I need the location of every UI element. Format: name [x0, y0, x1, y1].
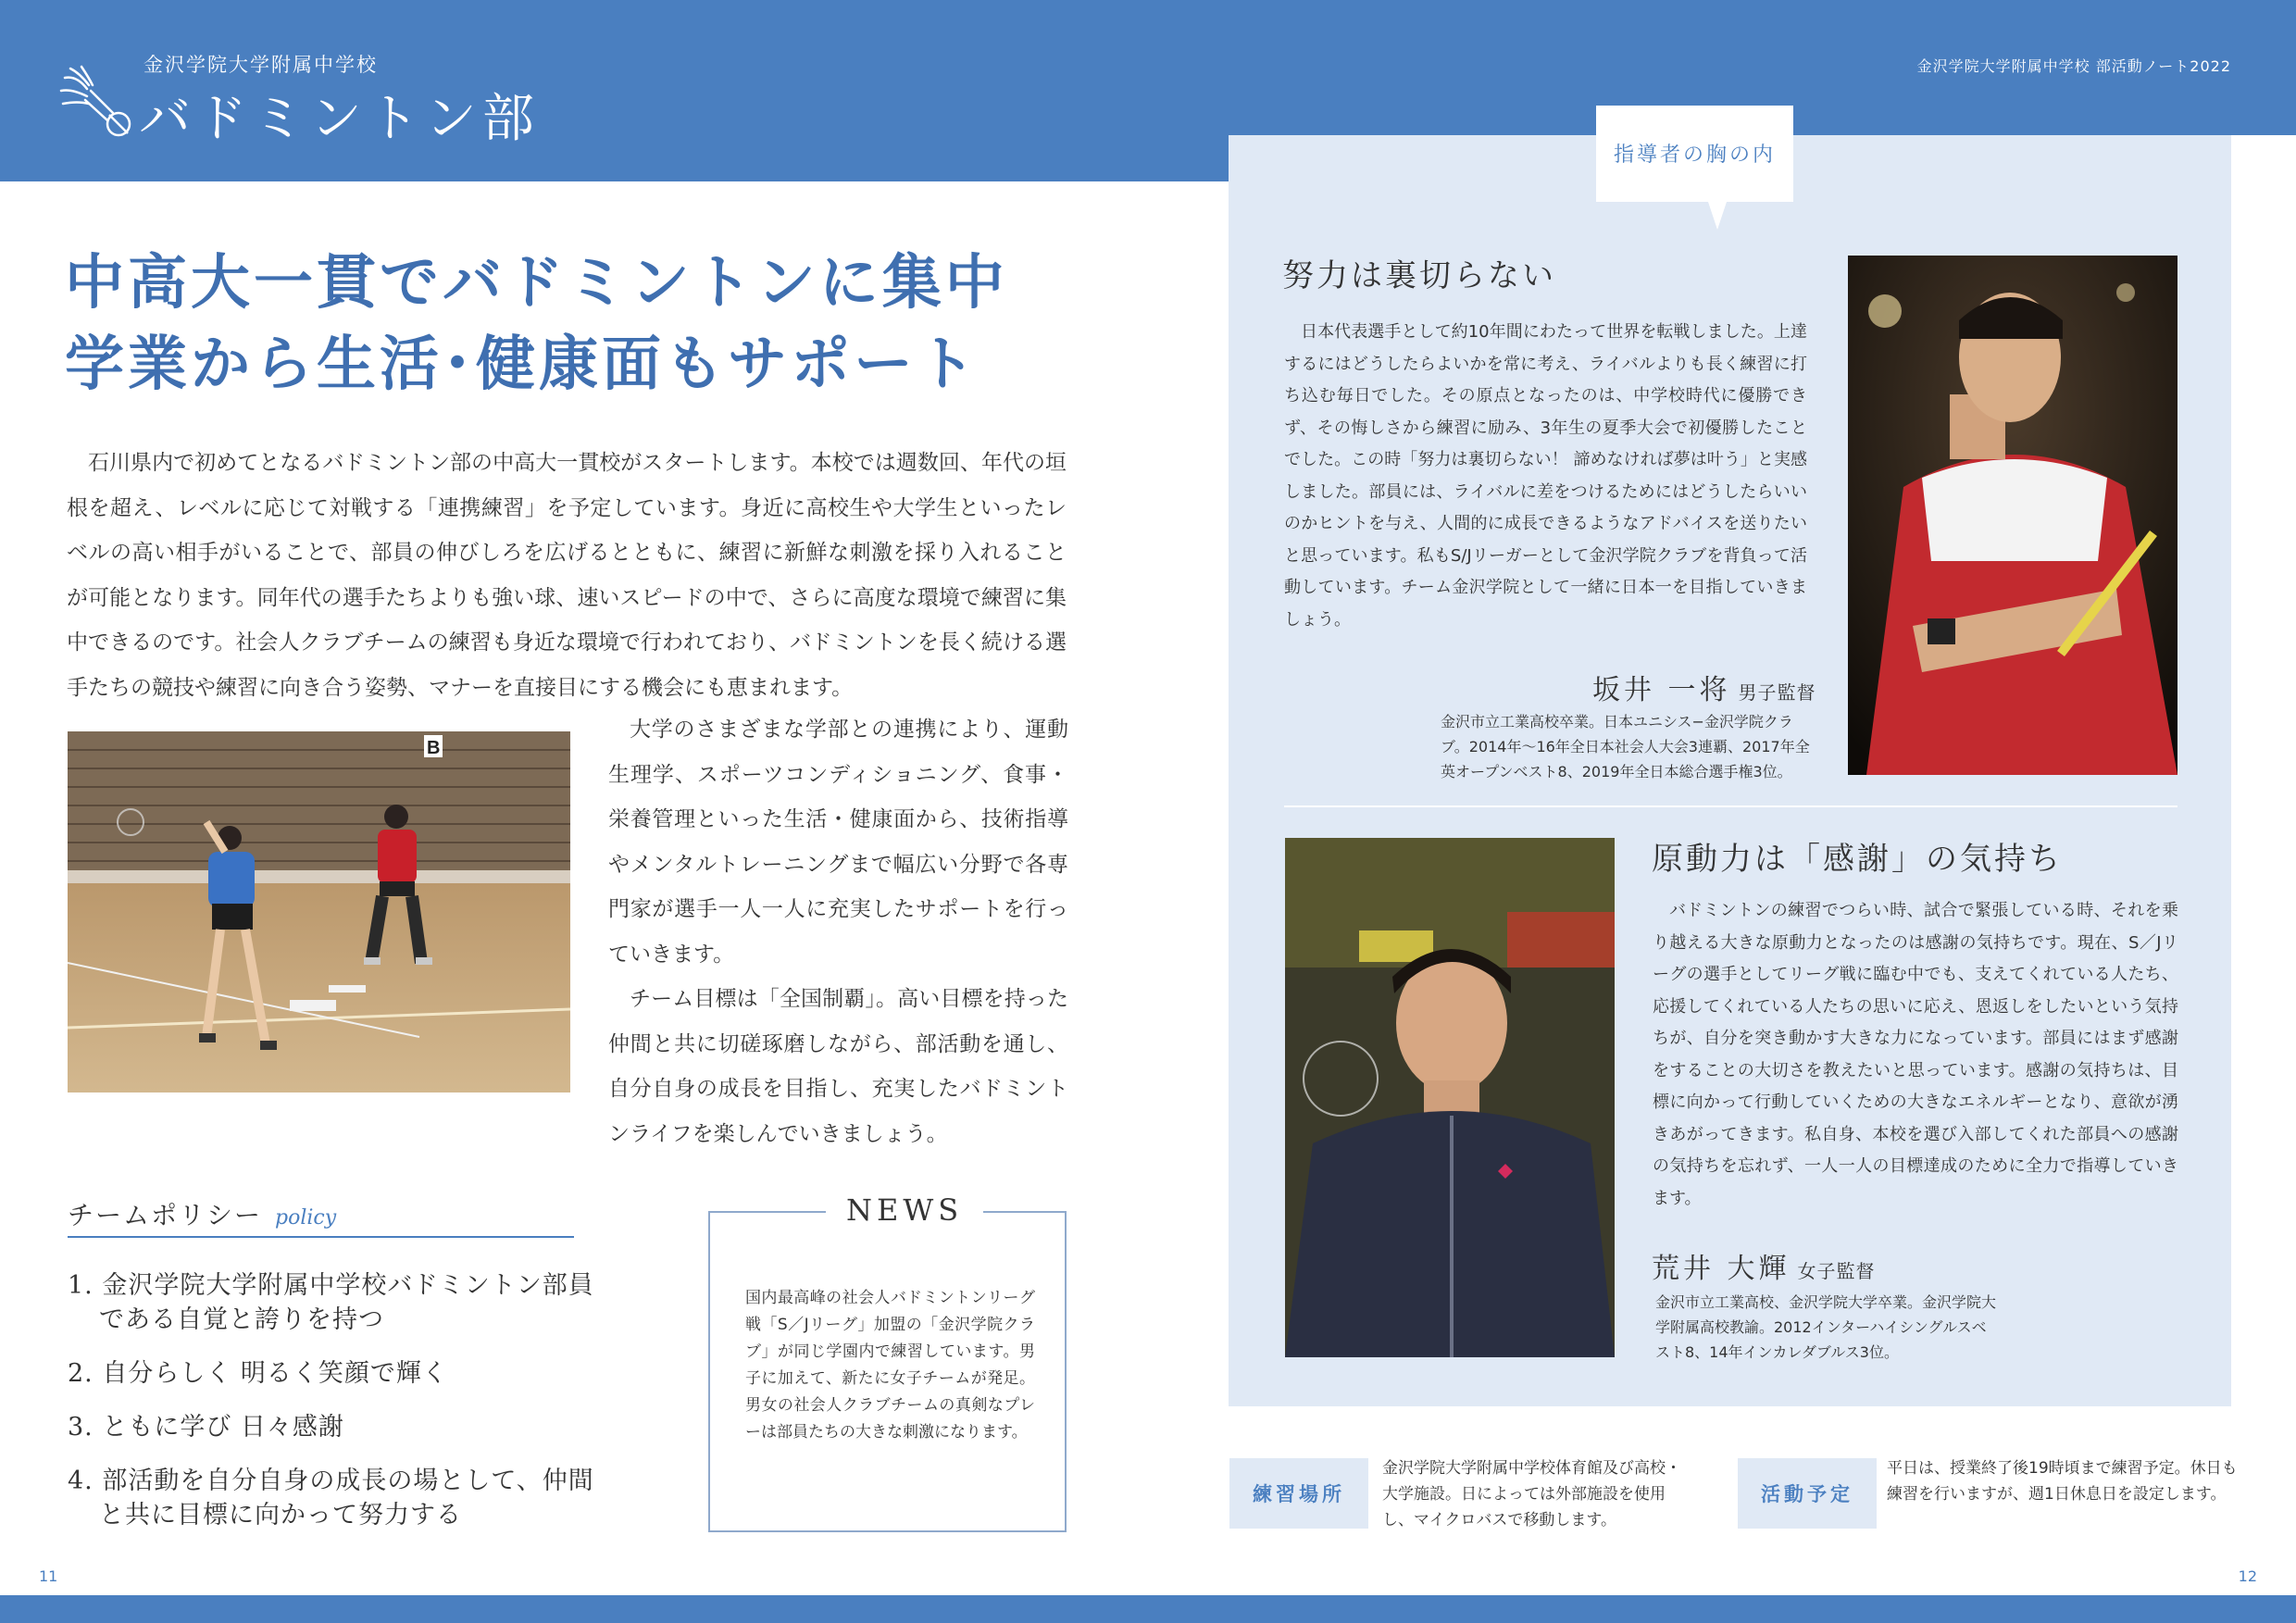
headline-line1: 中高大一貫でバドミントンに集中: [65, 248, 1008, 318]
headline-line2: 学業から生活･健康面もサポート: [65, 330, 980, 399]
mentor2-nameline: [1652, 1245, 1876, 1286]
school-name: 金沢学院大学附属中学校: [144, 54, 378, 76]
mentor1-role: 男子監督: [1738, 681, 1816, 704]
mentor1-bio: 金沢市立工業高校卒業。日本ユニシス−金沢学院クラブ。2014年〜16年全日本社会人大会3連覇、2017年全英オープンベスト8、2019年全日本総合選手権3位。: [1441, 713, 1810, 780]
mentor-tab-pointer: [1708, 202, 1727, 230]
news-body: 国内最高峰の社会人バドミントンリーグ戦「S／Jリーグ」加盟の「金沢学院クラブ」が同じ学園内で練習しています。男子に加えて、新たに女子チームが発足。男女の社会人クラブチームの真剣なプレーは部員たちの大きな刺激になります。: [745, 1289, 1035, 1442]
shuttlecock-icon: [57, 65, 141, 139]
schedule-label: 活動予定: [1738, 1458, 1877, 1529]
schedule-text: 平日は、授業終了後19時頃まで練習予定。休日も練習を行いますが、週1日休息日を設定します。: [1887, 1459, 2238, 1504]
policy-heading: [68, 1195, 336, 1232]
page-number-right: 12: [2238, 1567, 2257, 1585]
footer-bar: [0, 1595, 2296, 1623]
policy-item: 3. ともに学び 日々感謝: [68, 1413, 344, 1442]
policy-title: チームポリシー: [68, 1200, 263, 1230]
practice-location-label: 練習場所: [1229, 1458, 1368, 1529]
mentor-tab-label: 指導者の胸の内: [1613, 144, 1776, 167]
policy-item: 4. 部活動を自分自身の成長の場として、仲間と共に目標に向かって努力する: [68, 1467, 594, 1529]
page-number-left: 11: [39, 1567, 58, 1585]
news-title: NEWS: [826, 1192, 983, 1228]
mentor2-name: 荒井 大輝: [1652, 1253, 1791, 1285]
club-title: バドミントン部: [139, 89, 540, 149]
detail-paragraph-2: チーム目標は「全国制覇」。高い目標を持った仲間と共に切磋琢磨しながら、部活動を通し、自分自身の成長を目指し、充実したバドミントンライフを楽しんでいきましょう。: [608, 987, 1069, 1146]
svg-text:B: B: [427, 738, 441, 758]
mentor1-name: 坂井 一将: [1592, 674, 1731, 706]
policy-item: 1. 金沢学院大学附属中学校バドミントン部員である自覚と誇りを持つ: [68, 1271, 594, 1334]
mentor2-role: 女子監督: [1797, 1260, 1876, 1282]
detail-column: [608, 707, 1068, 1156]
mentor1-heading: 努力は裏切らない: [1282, 257, 1556, 294]
mentor1-nameline: [1592, 667, 1816, 707]
policy-rule: [68, 1236, 574, 1238]
mentor-divider: [1284, 805, 2177, 807]
mentor1-body: 日本代表選手として約10年間にわたって世界を転戦しました。上達するにはどうしたらよいかを常に考え、ライバルよりも長く練習に打ち込む毎日でした。その原点となったのは、中学校時代に優勝できず、その悔しさから練習に励み、3年生の夏季大会で初優勝したことでした。この時「努力は裏切らない！ 諦めなければ夢は叶う」と実感しました。部員には、ライバルに差をつけるためにはどうしたらいいのかヒントを与え、人間的に成長できるようなアドバイスを送りたいと思っています。私もS/Jリーガーとして金沢学院クラブを背負って活動しています。チーム金沢学院として一緒に日本一を目指していきましょう。: [1284, 322, 1807, 630]
intro-paragraph: 石川県内で初めてとなるバドミントン部の中高大一貫校がスタートします。本校では週数回、年代の垣根を超え、レベルに応じて対戦する「連携練習」を予定しています。身近に高校生や大学生といったレベルの高い相手がいることで、部員の伸びしろを広げるとともに、練習に新鮮な刺激を採り入れることが可能となります。同年代の選手たちよりも強い球、速いスピードの中で、さらに高度な環境で練習に集中できるのです。社会人クラブチームの練習も身近な環境で行われており、バドミントンを長く続ける選手たちの競技や練習に向き合う姿勢、マナーを直接目にする機会にも恵まれます。: [67, 451, 1067, 700]
detail-paragraph-1: 大学のさまざまな学部との連携により、運動生理学、スポーツコンディショニング、食事・栄養管理といった生活・健康面から、技術指導やメンタルトレーニングまで幅広い分野で各専門家が選手一人一人に充実したサポートを行っていきます。: [608, 718, 1068, 967]
mentor2-photo: [1285, 838, 1615, 1357]
headline: [65, 243, 1008, 406]
mentor2-body: バドミントンの練習でつらい時、試合で緊張している時、それを乗り越える大きな原動力となったのは感謝の気持ちです。現在、S／Jリーグの選手としてリーグ戦に臨む中でも、支えてくれている人たち、応援してくれている人たちの思いに応え、恩返しをしたいという気持ちが、自分を突き動かす大きな力になっています。部員にはまず感謝をすることの大切さを教えたいと思っています。感謝の気持ちは、目標に向かって行動していくための大きなエネルギーとなり、意欲が湧きあがってきます。私自身、本校を選び入部してくれた部員への感謝の気持ちを忘れず、一人一人の目標達成のために全力で指導していきます。: [1653, 901, 2178, 1208]
policy-list: [68, 1268, 605, 1552]
mentor2-bio: 金沢市立工業高校、金沢学院大学卒業。金沢学院大学附属高校教諭。2012インターハイシングルスベスト8、14年インカレダブルス3位。: [1655, 1293, 1997, 1361]
note-title: 金沢学院大学附属中学校 部活動ノート2022: [1916, 57, 2231, 75]
mentor2-heading: 原動力は「感謝」の気持ち: [1652, 841, 2063, 878]
mentor1-photo: [1848, 256, 2177, 775]
practice-photo: [68, 731, 570, 1092]
policy-item: 2. 自分らしく 明るく笑顔で輝く: [68, 1359, 448, 1388]
practice-location-text: 金沢学院大学附属中学校体育館及び高校・大学施設。日によっては外部施設を使用し、マイクロバスで移動します。: [1382, 1459, 1681, 1529]
policy-title-en: policy: [275, 1206, 337, 1230]
news-box: [708, 1192, 1067, 1532]
